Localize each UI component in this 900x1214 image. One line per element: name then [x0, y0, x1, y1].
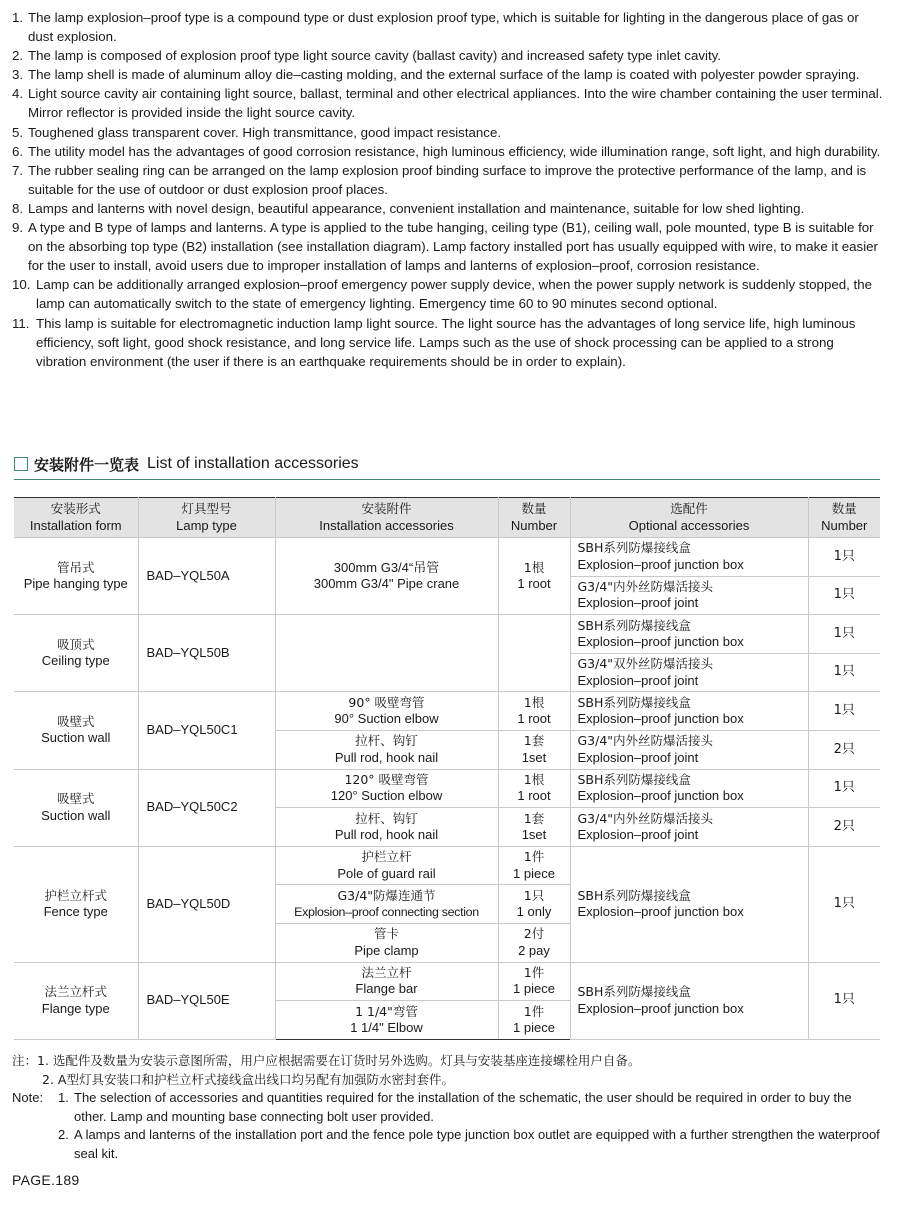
accessory-cell [275, 885, 498, 924]
lamp-type-cell: BAD–YQL50B [138, 615, 275, 692]
accessory-cell [275, 692, 498, 731]
accessory-en: Pole of guard rail [337, 865, 436, 881]
table-row [14, 692, 880, 731]
feature-text: The lamp explosion–proof type is a compound type or dust explosion proof type, which is suitable for lighting in the dangerous place of gas or dust explosion. [28, 10, 859, 45]
number-zh: 1根 [523, 559, 545, 575]
checkbox-square-icon [14, 457, 28, 471]
header-option-number [808, 498, 880, 538]
header-zh: 选配件 [670, 501, 708, 517]
form-en: Fence type [43, 904, 108, 920]
form-en: Pipe hanging type [23, 576, 128, 592]
accessory-en: Explosion–proof connecting section [294, 905, 479, 920]
header-en: Installation form [29, 517, 122, 533]
feature-item [12, 218, 884, 275]
feature-text: The utility model has the advantages of good corrosion resistance, high luminous efficiency, wide illumination range, soft light, and high durability. [28, 143, 881, 159]
number-cell [498, 808, 570, 847]
number-cell [498, 846, 570, 885]
header-zh: 安装形式 [50, 501, 101, 517]
option-cell [570, 730, 808, 769]
number-en: 1 piece [513, 981, 555, 997]
form-en: Suction wall [41, 807, 111, 823]
number-zh: 2付 [523, 926, 545, 942]
number-en: 1 piece [513, 1019, 555, 1035]
lamp-type-cell: BAD–YQL50A [138, 538, 275, 615]
option-qty-cell: 1只 [808, 576, 880, 615]
option-en: Explosion–proof junction box [577, 633, 744, 649]
number-cell [498, 692, 570, 731]
accessory-zh: 拉杆、钩钉 [355, 733, 418, 749]
accessory-zh: 300mm G3/4“吊管 [333, 559, 440, 575]
number-en: 1set [521, 826, 547, 842]
section-divider [14, 479, 880, 480]
accessory-cell [275, 538, 498, 615]
header-zh: 灯具型号 [181, 501, 232, 517]
feature-item [12, 161, 884, 199]
accessory-en: 120° Suction elbow [330, 788, 443, 804]
accessory-cell [275, 846, 498, 885]
accessory-zh: 120° 吸壁弯管 [344, 771, 429, 787]
feature-text: Light source cavity air containing light source, ballast, terminal and other electrical appliances. Into the wire chamber containing the user terminal. Mirror reflector is provided inside the light source cavity. [28, 86, 883, 121]
accessory-en: Pull rod, hook nail [334, 826, 439, 842]
header-installation-form [14, 498, 138, 538]
accessory-en: 90° Suction elbow [334, 711, 439, 727]
note-zh-2: 2. A型灯具安装口和护栏立杆式接线盒出线口均另配有加强防水密封套件。 [42, 1071, 454, 1087]
installation-form-cell [14, 962, 138, 1039]
feature-item [12, 84, 884, 122]
accessory-zh: 法兰立杆 [361, 964, 412, 980]
header-en: Number [510, 517, 558, 533]
number-zh: 1根 [523, 771, 545, 787]
option-cell [570, 576, 808, 615]
table-row [14, 538, 880, 577]
note-number: 1. [58, 1090, 69, 1105]
accessory-cell-empty [275, 615, 498, 692]
option-qty-cell: 1只 [808, 846, 880, 962]
accessory-en: Pipe clamp [354, 942, 419, 958]
accessory-cell [275, 730, 498, 769]
accessory-en: 300mm G3/4" Pipe crane [313, 576, 460, 592]
option-qty-cell: 1只 [808, 615, 880, 654]
form-zh: 管吊式 [56, 559, 95, 575]
option-cell [570, 692, 808, 731]
feature-list [12, 8, 884, 371]
option-qty-cell: 1只 [808, 769, 880, 808]
header-optional-accessories [570, 498, 808, 538]
number-cell [498, 1001, 570, 1040]
page-number: PAGE.189 [12, 1172, 80, 1188]
feature-number: 7. [12, 162, 24, 178]
feature-item [12, 65, 884, 84]
number-cell [498, 769, 570, 808]
number-cell [498, 538, 570, 615]
feature-number: 2. [12, 48, 24, 64]
accessory-cell [275, 769, 498, 808]
option-qty-cell: 2只 [808, 808, 880, 847]
option-qty-cell: 1只 [808, 653, 880, 692]
option-cell [570, 808, 808, 847]
number-zh: 1件 [523, 964, 545, 980]
feature-number: 10. [12, 277, 31, 293]
lamp-type-cell: BAD–YQL50C2 [138, 769, 275, 846]
feature-number: 8. [12, 200, 24, 216]
option-cell [570, 769, 808, 808]
option-en: Explosion–proof joint [577, 672, 699, 688]
installation-form-cell [14, 769, 138, 846]
option-zh: SBH系列防爆接线盒 [577, 771, 691, 787]
form-zh: 吸壁式 [56, 714, 95, 730]
note-number: 2. [58, 1127, 69, 1142]
number-en: 2 pay [518, 942, 550, 958]
option-zh: SBH系列防爆接线盒 [577, 617, 691, 633]
option-en: Explosion–proof junction box [577, 788, 744, 804]
accessory-cell [275, 808, 498, 847]
number-cell [498, 885, 570, 924]
form-zh: 吸壁式 [56, 791, 95, 807]
accessory-en: 1 1/4" Elbow [350, 1019, 423, 1035]
feature-text: The lamp shell is made of aluminum alloy die–casting molding, and the external surface of the lamp is coated with polyester powder spraying. [28, 67, 860, 83]
number-zh: 1套 [523, 733, 545, 749]
option-qty-cell: 1只 [808, 538, 880, 577]
note-zh-1: 注：1. 选配件及数量为安装示意图所需，用户应根据需要在订货时另外选购。灯具与安装基座连接螺栓用户自备。 [12, 1053, 641, 1068]
installation-form-cell [14, 846, 138, 962]
option-en: Explosion–proof junction box [577, 904, 744, 920]
number-zh: 1套 [523, 810, 545, 826]
accessory-cell [275, 923, 498, 962]
feature-item [12, 123, 884, 142]
feature-number: 6. [12, 143, 24, 159]
header-zh: 数量 [521, 501, 547, 517]
header-lamp-type [138, 498, 275, 538]
header-en: Optional accessories [628, 517, 750, 533]
number-zh: 1件 [523, 1003, 545, 1019]
header-zh: 数量 [831, 501, 857, 517]
section-title-zh: 安装附件一览表 [34, 455, 140, 474]
number-cell [498, 923, 570, 962]
feature-text: Lamps and lanterns with novel design, beautiful appearance, convenient installation and maintenance, suitable for low shed lighting. [28, 200, 805, 216]
number-en: 1 root [517, 711, 551, 727]
option-qty-cell: 1只 [808, 962, 880, 1039]
form-zh: 护栏立杆式 [44, 887, 107, 903]
accessory-zh: 护栏立杆 [361, 849, 412, 865]
number-cell-empty [498, 615, 570, 692]
feature-number: 1. [12, 10, 24, 25]
accessory-zh: 90° 吸壁弯管 [348, 694, 425, 710]
option-en: Explosion–proof joint [577, 826, 699, 842]
feature-item [12, 314, 884, 371]
table-row [14, 846, 880, 885]
accessory-en: Pull rod, hook nail [334, 749, 439, 765]
option-zh: G3/4"内外丝防爆活接头 [577, 810, 714, 826]
header-installation-accessories [275, 498, 498, 538]
option-en: Explosion–proof joint [577, 749, 699, 765]
installation-form-cell [14, 615, 138, 692]
number-en: 1 root [517, 576, 551, 592]
option-zh: SBH系列防爆接线盒 [577, 887, 691, 903]
option-en: Explosion–proof joint [577, 595, 699, 611]
number-zh: 1只 [523, 887, 545, 903]
option-cell [570, 846, 808, 962]
feature-number: 9. [12, 220, 24, 236]
table-row [14, 962, 880, 1001]
form-en: Ceiling type [41, 653, 110, 669]
feature-text: This lamp is suitable for electromagnetic induction lamp light source. The light source has the advantages of long service life, high luminous efficiency, soft light, good shock resistance, and long service life. Lamps such as the use of shock processing can be applied to a strong vibration environment (the user if there is an earthquake requirements should be in order to explain). [36, 315, 856, 369]
header-en: Lamp type [176, 517, 237, 533]
note-en-1: The selection of accessories and quantities required for the installation of the schematic, the user should be required in order to buy the other. Lamp and mounting base connecting bolt user provided. [74, 1090, 852, 1124]
header-number [498, 498, 570, 538]
number-en: 1 root [517, 788, 551, 804]
installation-form-cell [14, 692, 138, 769]
note-en [12, 1089, 884, 1163]
form-en: Flange type [41, 1000, 110, 1016]
number-en: 1 only [516, 904, 552, 920]
header-zh: 安装附件 [361, 501, 412, 517]
number-en: 1set [521, 749, 547, 765]
feature-number: 3. [12, 67, 24, 83]
option-qty-cell: 2只 [808, 730, 880, 769]
option-en: Explosion–proof junction box [577, 556, 744, 572]
table-row [14, 769, 880, 808]
table-row [14, 615, 880, 654]
option-zh: G3/4"内外丝防爆活接头 [577, 578, 714, 594]
header-en: Installation accessories [319, 517, 454, 533]
feature-number: 5. [12, 124, 24, 140]
number-cell [498, 962, 570, 1001]
lamp-type-cell: BAD–YQL50D [138, 846, 275, 962]
option-zh: SBH系列防爆接线盒 [577, 984, 691, 1000]
lamp-type-cell: BAD–YQL50C1 [138, 692, 275, 769]
notes-section [12, 1052, 884, 1163]
feature-item [12, 199, 884, 218]
feature-text: Toughened glass transparent cover. High transmittance, good impact resistance. [28, 124, 502, 140]
feature-item [12, 46, 884, 65]
feature-text: A type and B type of lamps and lanterns. A type is applied to the tube hanging, ceiling type (B1), ceiling wall, pole mounted, type B is suitable for on the absorbing top type (B2) installation (see installation diagram). Lamp factory installed port has usually equipped with wire, to make it easier for the user to install, avoid users due to improper installation of lamps and lanterns of explosion–proof, corrosion resistance. [28, 220, 878, 274]
accessory-zh: G3/4"防爆连通节 [337, 887, 436, 903]
feature-number: 4. [12, 86, 24, 102]
section-title-en: List of installation accessories [147, 455, 359, 472]
feature-text: The lamp is composed of explosion proof type light source cavity (ballast cavity) and increased safety type inlet cavity. [28, 48, 722, 64]
accessory-zh: 拉杆、钩钉 [355, 810, 418, 826]
note-label: Note: [12, 1090, 44, 1105]
feature-number: 11. [12, 315, 30, 331]
option-cell [570, 653, 808, 692]
number-zh: 1根 [523, 694, 545, 710]
section-title [14, 453, 359, 475]
number-zh: 1件 [523, 849, 545, 865]
option-zh: G3/4"内外丝防爆活接头 [577, 733, 714, 749]
feature-text: The rubber sealing ring can be arranged on the lamp explosion proof binding surface to improve the protective performance of the lamp, and is suitable for the use of outdoor or dust explosion proof places. [28, 162, 867, 197]
accessory-en: Flange bar [355, 981, 418, 997]
accessories-table [14, 497, 880, 1040]
option-zh: SBH系列防爆接线盒 [577, 694, 691, 710]
form-en: Suction wall [41, 730, 111, 746]
note-en-2: A lamps and lanterns of the installation port and the fence pole type junction box outlet are equipped with a further strengthen the waterproof seal kit. [74, 1127, 880, 1161]
feature-item [12, 275, 884, 313]
lamp-type-cell: BAD–YQL50E [138, 962, 275, 1039]
form-zh: 吸顶式 [56, 636, 95, 652]
accessory-zh: 管卡 [373, 926, 399, 942]
option-qty-cell: 1只 [808, 692, 880, 731]
option-cell [570, 615, 808, 654]
option-en: Explosion–proof junction box [577, 1000, 744, 1016]
accessory-cell [275, 962, 498, 1001]
form-zh: 法兰立杆式 [44, 984, 107, 1000]
header-en: Number [821, 517, 868, 533]
option-cell [570, 538, 808, 577]
number-en: 1 piece [513, 865, 555, 881]
installation-form-cell [14, 538, 138, 615]
option-en: Explosion–proof junction box [577, 711, 744, 727]
accessory-cell [275, 1001, 498, 1040]
table-header-row [14, 498, 880, 538]
option-cell [570, 962, 808, 1039]
option-zh: G3/4"双外丝防爆活接头 [577, 656, 714, 672]
feature-text: Lamp can be additionally arranged explosion–proof emergency power supply device, when the power supply network is suddenly stopped, the lamp can automatically switch to the state of emergency lighting. Emergency time 60 to 90 minutes second optional. [36, 277, 872, 312]
feature-item [12, 142, 884, 161]
option-zh: SBH系列防爆接线盒 [577, 540, 691, 556]
feature-item [12, 8, 884, 46]
accessory-zh: 1 1/4"弯管 [355, 1003, 418, 1019]
number-cell [498, 730, 570, 769]
